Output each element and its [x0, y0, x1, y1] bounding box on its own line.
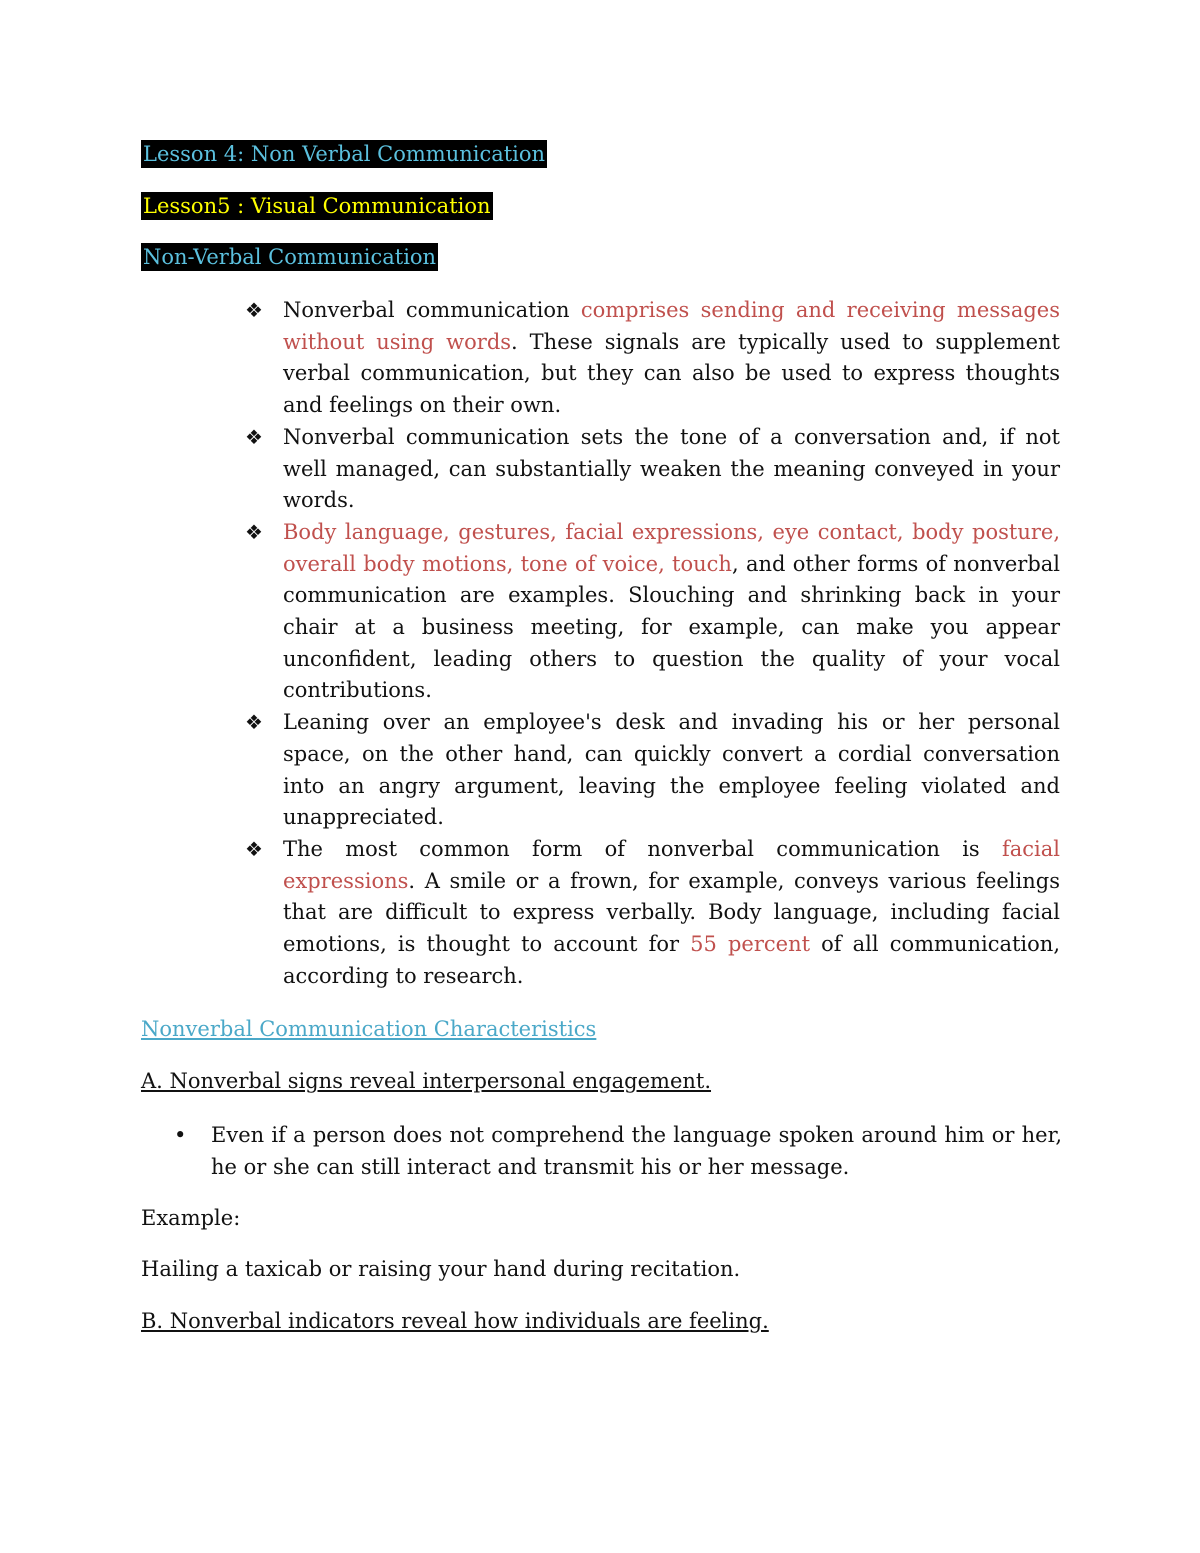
example-text: Hailing a taxicab or raising your hand during recitation. — [141, 1257, 741, 1281]
body-text: Leaning over an employee's desk and invading his or her personal space, on the other hand, can quickly convert a cordial conversation into an angry argument, leaving the employee feeling violated and unappreciated. — [283, 710, 1060, 830]
point-a-heading: A. Nonverbal signs reveal interpersonal engagement. — [141, 1069, 712, 1093]
list-item — [245, 517, 1060, 707]
list-item — [245, 834, 1060, 993]
list-item — [245, 707, 1060, 834]
bullet-dot-icon: • — [174, 1123, 187, 1147]
body-text: . A smile or a frown, for example, conveys various feelings that are difficult to express verbally. Body language, including facial emotions, is thought to account for — [283, 868, 1060, 957]
emphasis-text: 55 percent — [690, 932, 811, 957]
point-a-bullet-text: Even if a person does not comprehend the language spoken around him or her, he or she can still interact and transmit his or her message. — [211, 1123, 1062, 1179]
list-item — [245, 295, 1060, 422]
body-text: Nonverbal communication sets the tone of a conversation and, if not well managed, can substantially weaken the meaning conveyed in your words. — [283, 424, 1060, 513]
emphasis-text: facial expressions — [283, 836, 1060, 893]
diamond-bullet-icon: ❖ — [245, 710, 263, 735]
heading-nonverbal-text: Non-Verbal Communication — [143, 245, 437, 269]
body-text: Nonverbal communication — [283, 298, 581, 322]
section-link[interactable]: Nonverbal Communication Characteristics — [141, 1017, 597, 1041]
heading-lesson4-text: Lesson 4: Non Verbal Communication — [143, 142, 546, 166]
diamond-bullet-list — [245, 295, 1060, 992]
diamond-bullet-icon: ❖ — [245, 836, 263, 861]
heading-lesson4 — [141, 140, 547, 168]
point-b-heading: B. Nonverbal indicators reveal how individuals are feeling. — [141, 1309, 769, 1333]
diamond-bullet-icon: ❖ — [245, 519, 263, 544]
body-text: The most common form of nonverbal communication is — [283, 836, 1002, 861]
diamond-bullet-icon: ❖ — [245, 424, 263, 449]
dot-bullet-list — [172, 1120, 1062, 1183]
emphasis-text: comprises sending and receiving messages without using words — [283, 298, 1060, 354]
list-item — [245, 422, 1060, 517]
example-label: Example: — [141, 1206, 241, 1230]
heading-lesson5 — [141, 192, 493, 220]
list-item — [172, 1120, 1062, 1183]
body-text: of all communication, according to research. — [283, 932, 1060, 988]
heading-lesson5-text: Lesson5 : Visual Communication — [143, 194, 491, 218]
emphasis-text: Body language, gestures, facial expressions, eye contact, body posture, overall body motions, tone of voice, touch — [283, 519, 1060, 576]
body-text: . These signals are typically used to supplement verbal communication, but they can also be used to express thoughts and feelings on their own. — [283, 329, 1060, 418]
section-link-wrap — [141, 1015, 596, 1043]
heading-nonverbal — [141, 243, 438, 271]
diamond-bullet-icon: ❖ — [245, 298, 263, 322]
body-text: , and other forms of nonverbal communication are examples. Slouching and shrinking back in your chair at a business meeting, for example, can make you appear unconfident, leading others to question the quality of your vocal contributions. — [283, 551, 1061, 703]
